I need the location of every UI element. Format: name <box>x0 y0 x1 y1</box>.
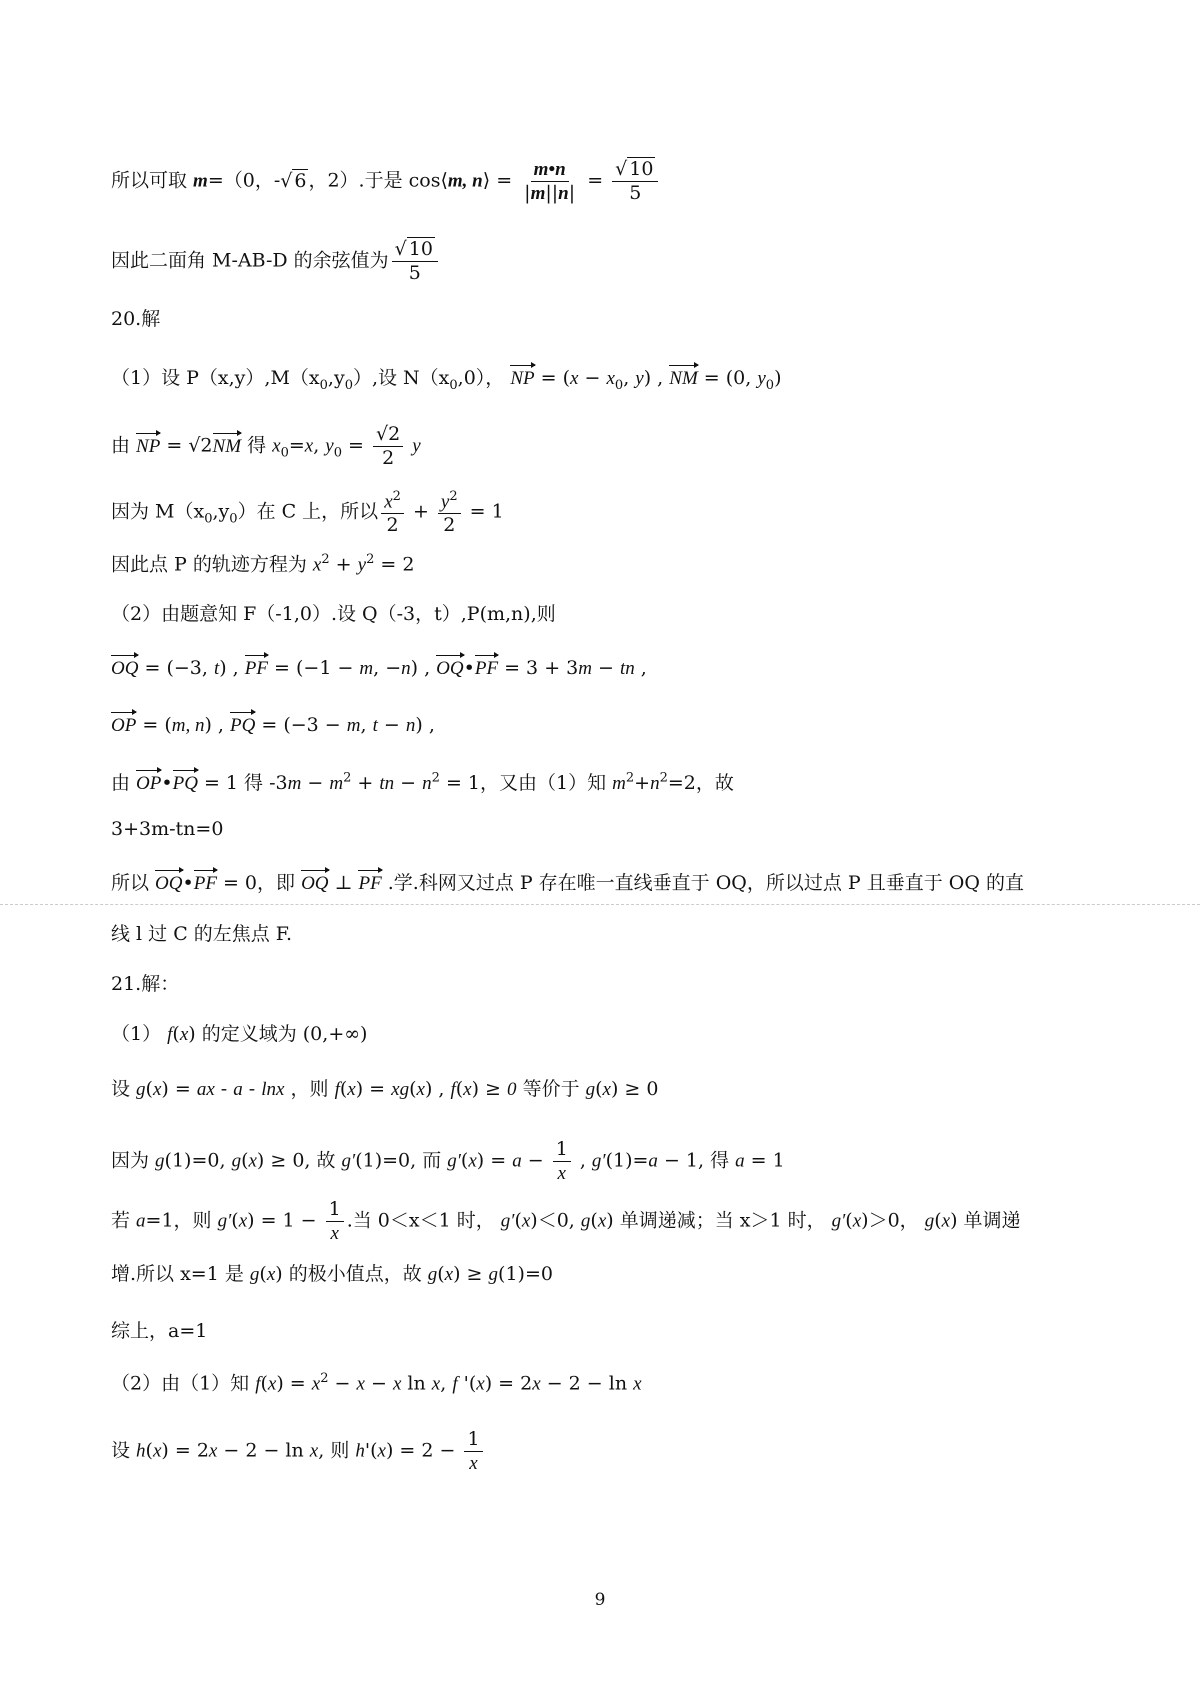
formula-line: （1） f(x) 的定义域为 (0,+∞) <box>111 1023 368 1045</box>
text-line: 3+3m-tn=0 <box>111 818 224 840</box>
page-divider <box>0 904 1200 905</box>
page-number: 9 <box>594 1590 606 1610</box>
formula-line: 因为 $M(x_0,y_0)$在 C 上，所以 $\frac{x^2}{2}$ + $\frac{y^2}{2}$ = 1 <box>111 489 504 537</box>
formula-line: 设 g(x) = ax - a - lnx ，则 f(x) = xg(x) , f(x) ≥ 0 等价于 g(x) ≥ 0 <box>111 1078 659 1100</box>
formula-line: 因为 g(1)=0, g(x) ≥ 0, 故 g′(1)=0, 而 g′(x) = a − $\frac{1}{x}$ , g′(1)=a − 1, 得 a = 1 <box>111 1138 785 1184</box>
formula-line: 所以 OQ•PF = 0，即 OQ ⊥ PF .学.科网又过点 P 存在唯一直线垂直于 OQ，所以过点 P 且垂直于 OQ 的直 <box>111 872 1024 894</box>
formula-line: 因此点 P 的轨迹方程为 $x^2 + y^2 = 2$ <box>111 552 415 576</box>
section-heading: 21.解： <box>111 973 180 995</box>
formula-line: 若 a=1，则 g′(x) = 1 − $\frac{1}{x}$ .当 0＜x＜1 时， g′(x)＜0, g(x) 单调递减；当 x＞1 时， g′(x)＞0， g(x) 单调递 <box>111 1198 1021 1244</box>
formula-line: 由 NP = √2NM 得 $x_0=x$, $y_0$ = $\frac{√2}{2}$ y <box>111 423 421 469</box>
formula-line: 设 h(x) = 2x − 2 − ln x, 则 h'(x) = 2 − $\frac{1}{x}$ <box>111 1430 1100 1473</box>
formula-line: 增.所以 x=1 是 g(x) 的极小值点，故 g(x) ≥ g(1)=0 <box>111 1263 553 1285</box>
formula-line: （2）由（1）知 $f(x) = x^2 - x - x$ ln x, f '(x) = 2x − 2 − ln x <box>111 1371 642 1395</box>
text-line: （2）由题意知 F（-1,0）.设 Q（-3，t）,P(m,n),则 <box>111 603 556 625</box>
formula-line: 由 OP•PQ = 1 得 $-3m - m^2$ + tn − $n^2 = 1$，又由（1）知 $m^2+n^2=2$，故 <box>111 770 734 794</box>
formula-line: （1）设 $P(x,y),M(x_0,y_0)$,设 $N(x_0,0)$， NP = ($x - x_0$, y) , NM = (0, $y_0$) <box>111 367 782 393</box>
formula-line: OP = (m, n) , PQ = (−3 − m, t − n) , <box>111 714 435 736</box>
formula-line: 所以可取 m=（0，-√ 6 ，2）.于是 cos⟨m, n⟩ = $\frac{m•n}{|m||n|}$ = $\frac{√ 10}{5}$ <box>111 160 1100 203</box>
formula-line: OQ = (−3, t) , PF = (−1 − m, −n) , OQ•PF = 3 + 3m − tn , <box>111 657 647 679</box>
section-heading: 20.解 <box>111 308 161 330</box>
text-line: 线 l 过 C 的左焦点 F. <box>111 923 293 945</box>
text-line: 综上，a=1 <box>111 1320 208 1342</box>
text-line: 因此二面角 M-AB-D 的余弦值为 $\frac{√ 10}{5}$ <box>111 240 1100 283</box>
